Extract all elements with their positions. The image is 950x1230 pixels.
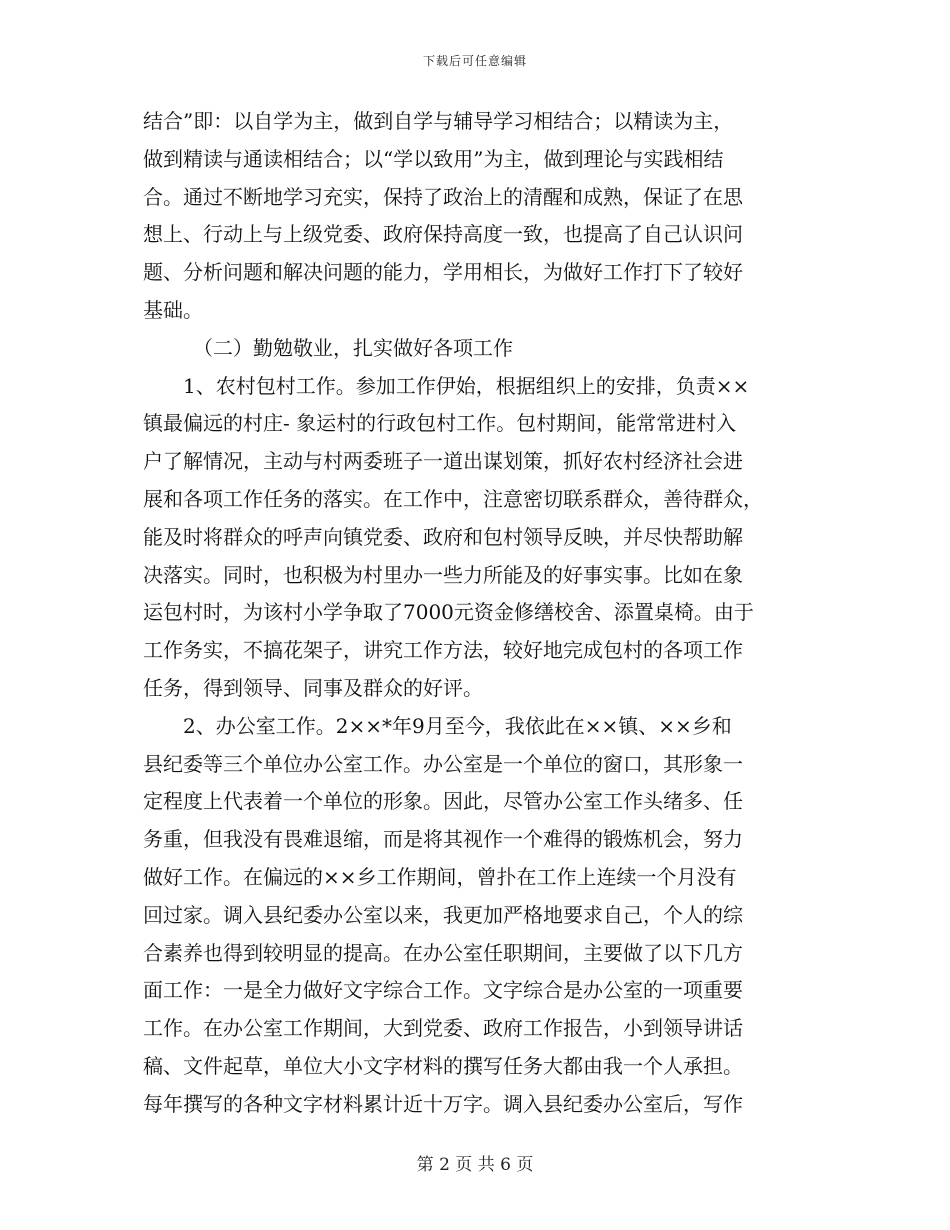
text-line: 稿、文件起草，单位大小文字材料的撰写任务大都由我一个人承担。 <box>143 1053 743 1078</box>
page-number-footer: 第 2 页 共 6 页 <box>416 1155 534 1175</box>
text-line: 镇最偏远的村庄- 象运村的行政包村工作。包村期间，能常常进村入 <box>143 411 737 436</box>
text-line: 面工作：一是全力做好文字综合工作。文字综合是办公室的一项重要 <box>143 978 743 1003</box>
text-line: 2、办公室工作。2××*年9月至今，我依此在××镇、××乡和 <box>143 713 732 738</box>
text-line: 县纪委等三个单位办公室工作。办公室是一个单位的窗口，其形象一 <box>143 751 743 776</box>
text-line: 题、分析问题和解决问题的能力，学用相长，为做好工作打下了较好 <box>143 260 743 285</box>
text-line: 1、农村包村工作。参加工作伊始，根据组织上的安排，负责×× <box>143 373 750 398</box>
text-line: 做到精读与通读相结合；以“学以致用”为主，做到理论与实践相结 <box>143 146 724 171</box>
text-line: 结合”即：以自学为主，做到自学与辅导学习相结合；以精读为主， <box>143 109 734 133</box>
text-line: 合素养也得到较明显的提高。在办公室任职期间，主要做了以下几方 <box>143 940 743 965</box>
section-heading: （二）勤勉敬业，扎实做好各项工作 <box>143 335 513 360</box>
text-line: 想上、行动上与上级党委、政府保持高度一致，也提高了自己认识问 <box>143 222 743 247</box>
text-line: 回过家。调入县纪委办公室以来，我更加严格地要求自己，个人的综 <box>143 902 743 927</box>
text-line: 务重，但我没有畏难退缩，而是将其视作一个难得的锻炼机会，努力 <box>143 827 743 852</box>
document-body <box>143 103 823 1124</box>
text-line: 工作务实，不搞花架子，讲究工作方法，较好地完成包村的各项工作 <box>143 638 743 663</box>
text-line: 基础。 <box>143 297 203 322</box>
text-line: 决落实。同时，也积极为村里办一些力所能及的好事实事。比如在象 <box>143 562 743 587</box>
text-line: 合。通过不断地学习充实，保持了政治上的清醒和成熟，保证了在思 <box>143 184 743 209</box>
text-line: 工作。在办公室工作期间，大到党委、政府工作报告，小到领导讲话 <box>143 1016 743 1041</box>
text-line: 做好工作。在偏远的××乡工作期间，曾扑在工作上连续一个月没有 <box>143 864 737 889</box>
text-line: 展和各项工作任务的落实。在工作中，注意密切联系群众，善待群众， <box>143 486 763 511</box>
text-line: 定程度上代表着一个单位的形象。因此，尽管办公室工作头绪多、任 <box>143 789 743 814</box>
text-line: 户了解情况，主动与村两委班子一道出谋划策，抓好农村经济社会进 <box>143 449 743 474</box>
text-line: 任务，得到领导、同事及群众的好评。 <box>143 675 483 700</box>
text-line: 运包村时，为该村小学争取了7000元资金修缮校舍、添置桌椅。由于 <box>143 600 754 625</box>
page-header: 下载后可任意编辑 <box>422 54 527 68</box>
text-line: 每年撰写的各种文字材料累计近十万字。调入县纪委办公室后，写作 <box>143 1091 743 1116</box>
text-line: 能及时将群众的呼声向镇党委、政府和包村领导反映，并尽快帮助解 <box>143 524 743 549</box>
